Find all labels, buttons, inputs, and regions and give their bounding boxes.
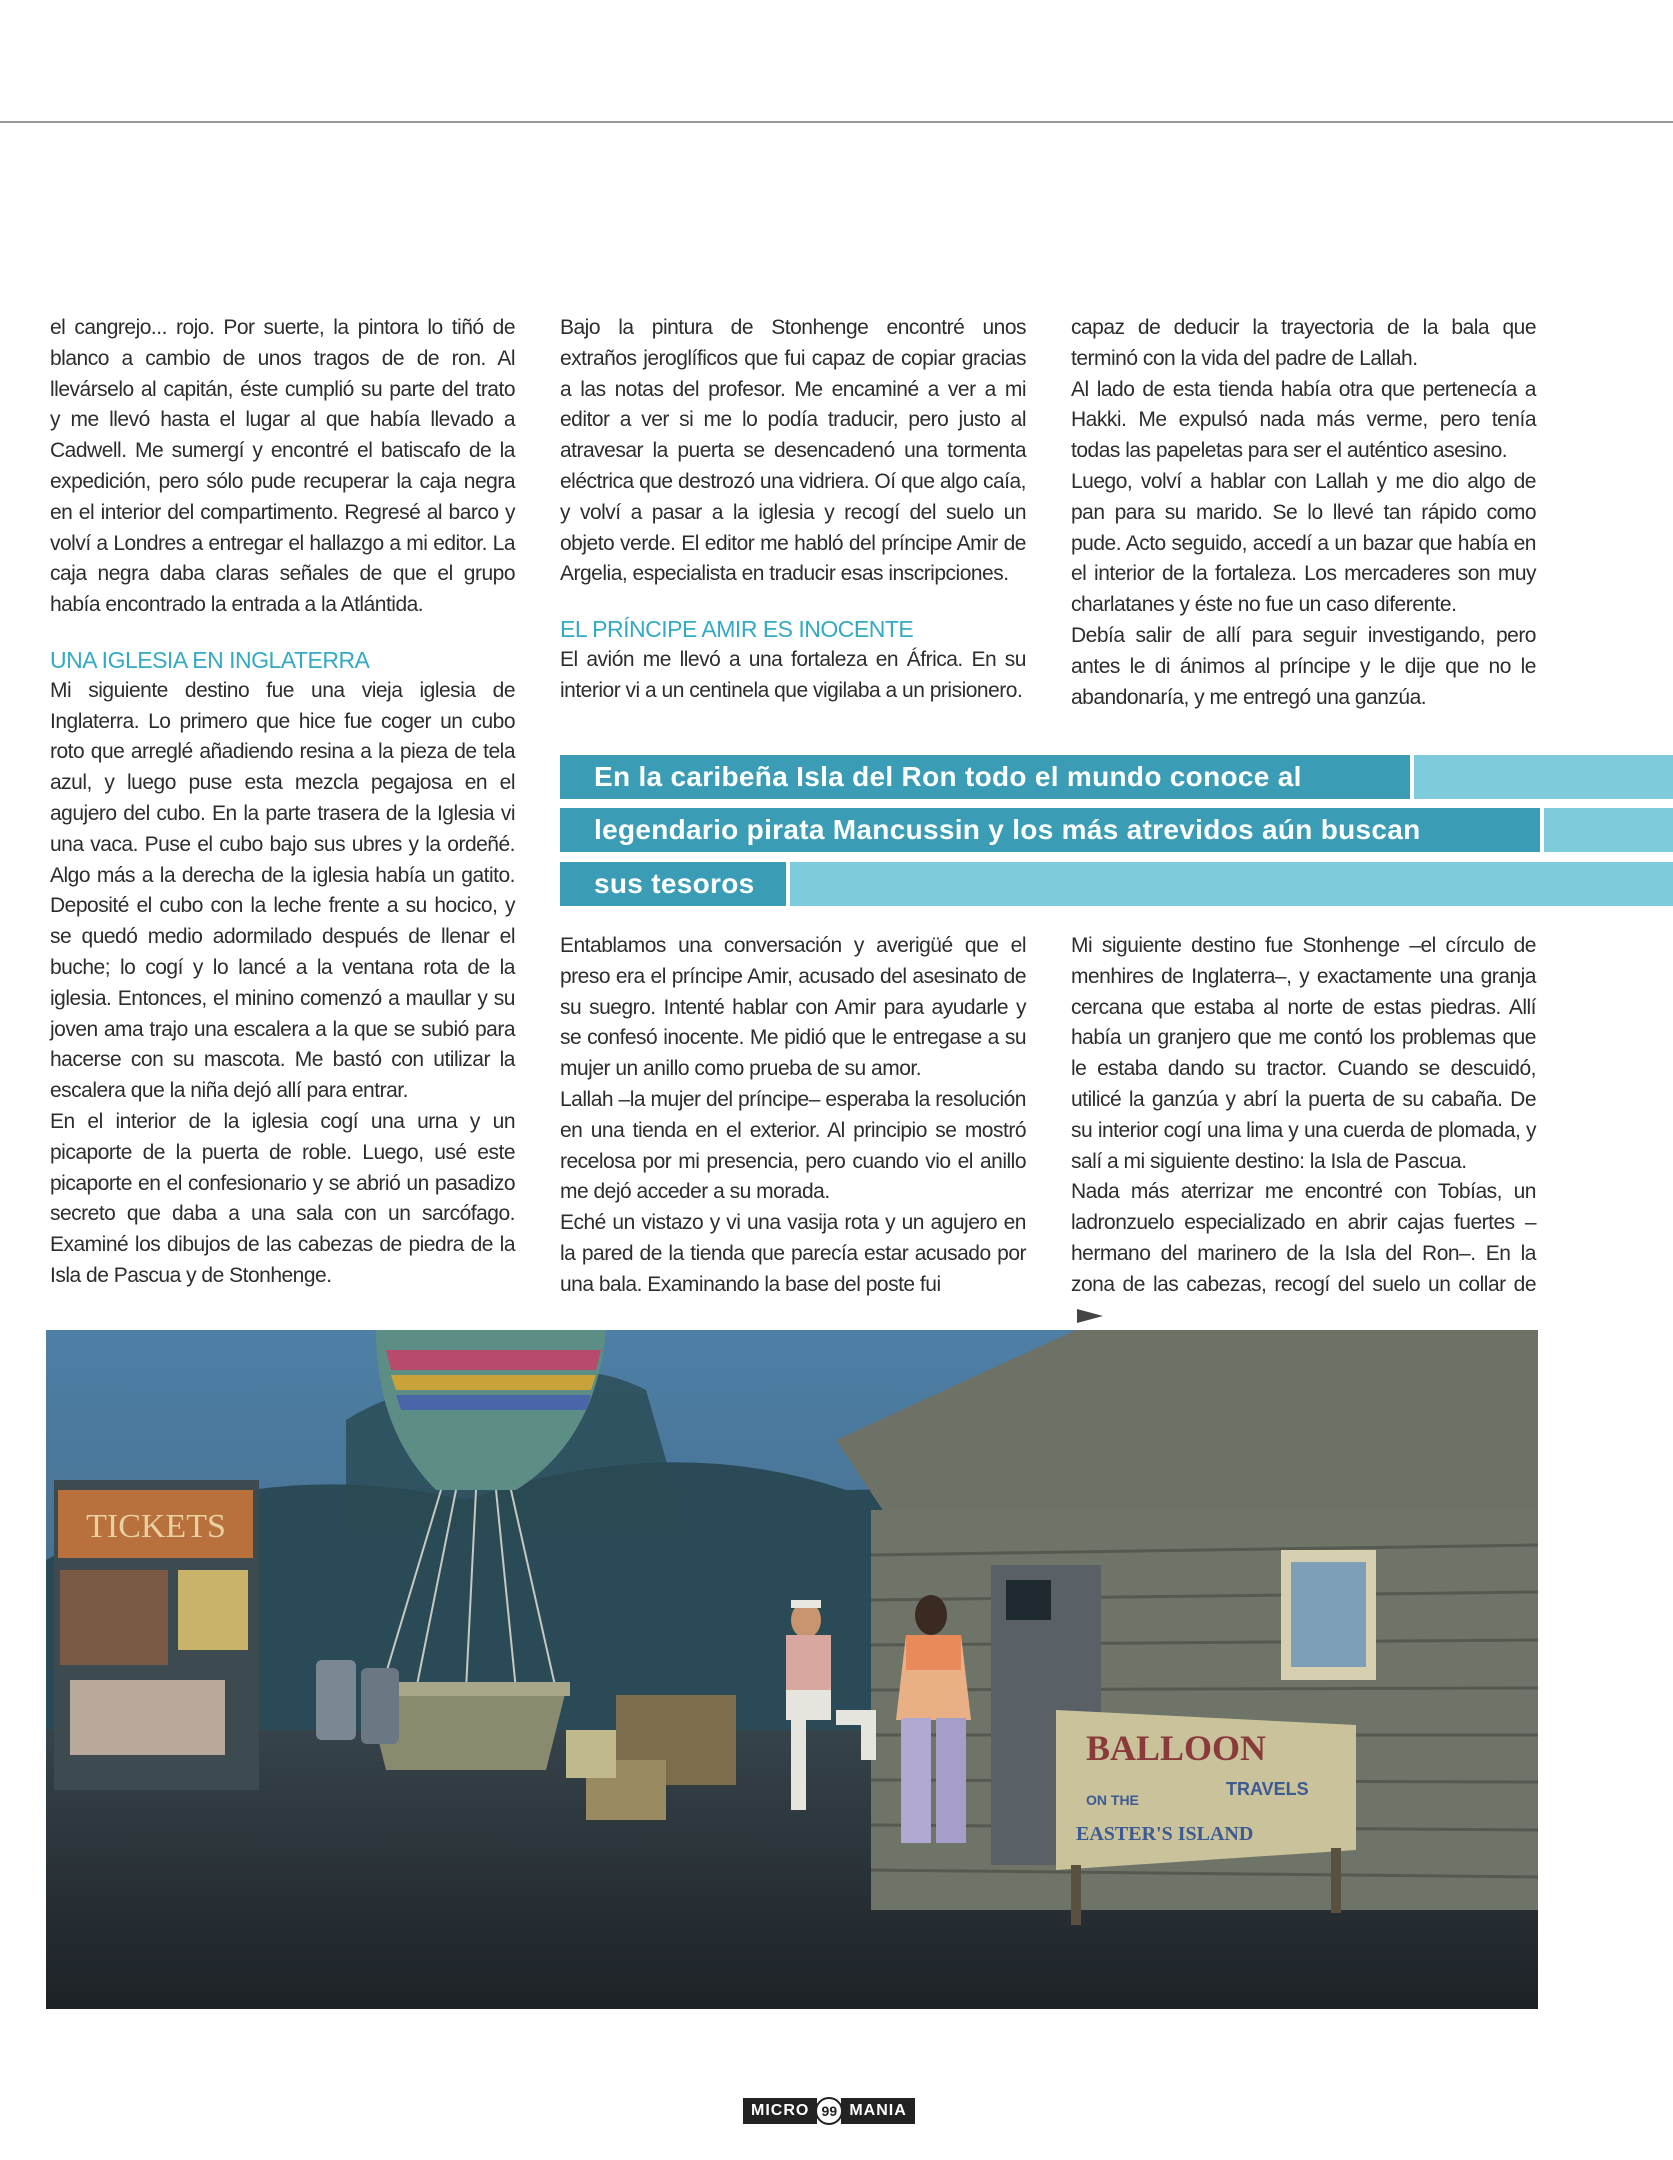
article-column-3 bbox=[1071, 313, 1536, 713]
paragraph: El avión me llevó a una fortaleza en África. En su interior vi a un centinela que vigilaba a un prisionero. bbox=[560, 647, 1026, 702]
game-screenshot bbox=[46, 1330, 1538, 2009]
pullquote-text: sus tesoros bbox=[560, 862, 786, 906]
paragraph: Luego, volví a hablar con Lallah y me dio algo de pan para su marido. Se lo llevé tan rápido como pude. Acto seguido, accedí a un bazar que había en el interior de la fortaleza. Los mercaderes son muy charlatanes y éste no fue un caso diferente. bbox=[1071, 469, 1536, 617]
article-column-4 bbox=[560, 931, 1026, 1301]
pullquote-bar bbox=[1544, 808, 1673, 852]
continue-arrow-icon bbox=[1077, 1309, 1103, 1323]
svg-text:TRAVELS: TRAVELS bbox=[1226, 1779, 1309, 1799]
magazine-logo bbox=[743, 2096, 915, 2126]
paragraph: Debía salir de allí para seguir investigando, pero antes le di ánimos al príncipe y le dije que no le abandonaría, y me entregó una ganzúa. bbox=[1071, 623, 1536, 709]
svg-text:ON THE: ON THE bbox=[1086, 1792, 1139, 1808]
paragraph: el cangrejo... rojo. Por suerte, la pintora lo tiñó de blanco a cambio de unos tragos de de ron. Al llevárselo al capitán, éste cumplió su parte del trato y me llevó hasta el lugar al que había llevado a Cadwell. Me sumergí y encontré el batiscafo de la expedición, pero sólo pude recuperar la caja negra en el interior del compartimento. Regresé al barco y volví a Londres a entregar el hallazgo a mi editor. La caja negra daba claras señales de que el grupo había encontrado la entrada a la Atlántida. bbox=[50, 316, 515, 617]
article-column-1 bbox=[50, 313, 515, 1292]
paragraph: Al lado de esta tienda había otra que pertenecía a Hakki. Me expulsó nada más verme, pero tenía todas las papeletas para ser el auténtico asesino. bbox=[1071, 377, 1536, 463]
logo-right: MANIA bbox=[841, 2098, 914, 2124]
page-number: 99 bbox=[815, 2097, 843, 2125]
logo-left: MICRO bbox=[743, 2098, 817, 2124]
svg-text:BALLOON: BALLOON bbox=[1086, 1728, 1267, 1768]
paragraph: capaz de deducir la trayectoria de la bala que terminó con la vida del padre de Lallah. bbox=[1071, 316, 1536, 370]
paragraph bbox=[1071, 1177, 1536, 1331]
pullquote-text: En la caribeña Isla del Ron todo el mundo conoce al bbox=[560, 755, 1410, 799]
paragraph: Eché un vistazo y vi una vasija rota y un agujero en la pared de la tienda que parecía estar acusado por una bala. Examinando la base del poste fui bbox=[560, 1211, 1026, 1296]
paragraph: En el interior de la iglesia cogí una urna y un picaporte de la puerta de roble. Luego, usé este picaporte en el confesionario y se abrió un pasadizo secreto que daba a una sala con un sarcófago. Examiné los dibujos de las cabezas de piedra de la Isla de Pascua y de Stonhenge. bbox=[50, 1109, 515, 1287]
paragraph: Mi siguiente destino fue Stonhenge –el círculo de menhires de Inglaterra–, y exactamente una granja cercana que estaba al norte de estas piedras. Allí había un granjero que me contó los problemas que le estaba dando su tractor. Cuando se descuidó, utilicé la ganzúa y abrí la puerta de su cabaña. De su interior cogí una lima y una cuerda de plomada, y salí a mi siguiente destino: la Isla de Pascua. bbox=[1071, 934, 1536, 1173]
sign-tickets: TICKETS bbox=[86, 1508, 226, 1545]
ticket-booth bbox=[54, 1480, 259, 1790]
pullquote-text: legendario pirata Mancussin y los más atrevidos aún buscan bbox=[560, 808, 1540, 852]
section-heading-iglesia: UNA IGLESIA EN INGLATERRA bbox=[50, 646, 370, 673]
paragraph-text: Nada más aterrizar me encontré con Tobías, un ladronzuelo especializado en abrir cajas fuertes –hermano del marinero de la Isla del Ron–. En la zona de las cabezas, recogí del suelo un collar de bbox=[1071, 1180, 1536, 1296]
article-column-2 bbox=[560, 313, 1026, 707]
paragraph: Entablamos una conversación y averigüé que el preso era el príncipe Amir, acusado del asesinato de su suegro. Intenté hablar con Amir para ayudarle y se confesó inocente. Me pidió que le entregase a su mujer un anillo como prueba de su amor. bbox=[560, 934, 1026, 1081]
pullquote-bar bbox=[790, 862, 1673, 906]
paragraph: Bajo la pintura de Stonhenge encontré unos extraños jeroglíficos que fui capaz de copiar gracias a las notas del profesor. Me encaminé a ver a mi editor a ver si me lo podía traducir, pero justo al atravesar la puerta se desencadenó una tormenta eléctrica que destrozó una vidriera. Oí que algo caía, y volví a pasar a la iglesia y recogí del suelo un objeto verde. El editor me habló del príncipe Amir de Argelia, especialista en traducir esas inscripciones. bbox=[560, 316, 1026, 586]
article-column-5 bbox=[1071, 931, 1536, 1331]
paragraph: Mi siguiente destino fue una vieja iglesia de Inglaterra. Lo primero que hice fue coger un cubo roto que arreglé añadiendo resina a la pieza de tela azul, y luego puse esta mezcla pegajosa en el agujero del cubo. En la parte trasera de la Iglesia vi una vaca. Puse el cubo bajo sus ubres y la ordeñé. Algo más a la derecha de la iglesia había un gatito. Deposité el cubo con la leche frente a su hocico, y se quedó medio adormilado después de llenar el buche; lo cogí y lo lancé a la ventana rota de la iglesia. Entonces, el minino comenzó a maullar y su joven ama trajo una escalera a la que se subió para hacerse con su mascota. Me bastó con utilizar la escalera que la niña dejó allí para entrar. bbox=[50, 678, 515, 1103]
top-rule bbox=[0, 121, 1673, 123]
pullquote-bar bbox=[1414, 755, 1673, 799]
svg-text:EASTER'S ISLAND: EASTER'S ISLAND bbox=[1076, 1823, 1254, 1845]
paragraph: Lallah –la mujer del príncipe– esperaba la resolución en una tienda en el exterior. Al principio se mostró recelosa por mi presencia, pero cuando vio el anillo me dejó acceder a su morada. bbox=[560, 1087, 1026, 1204]
section-heading-principe: EL PRÍNCIPE AMIR ES INOCENTE bbox=[560, 616, 914, 643]
